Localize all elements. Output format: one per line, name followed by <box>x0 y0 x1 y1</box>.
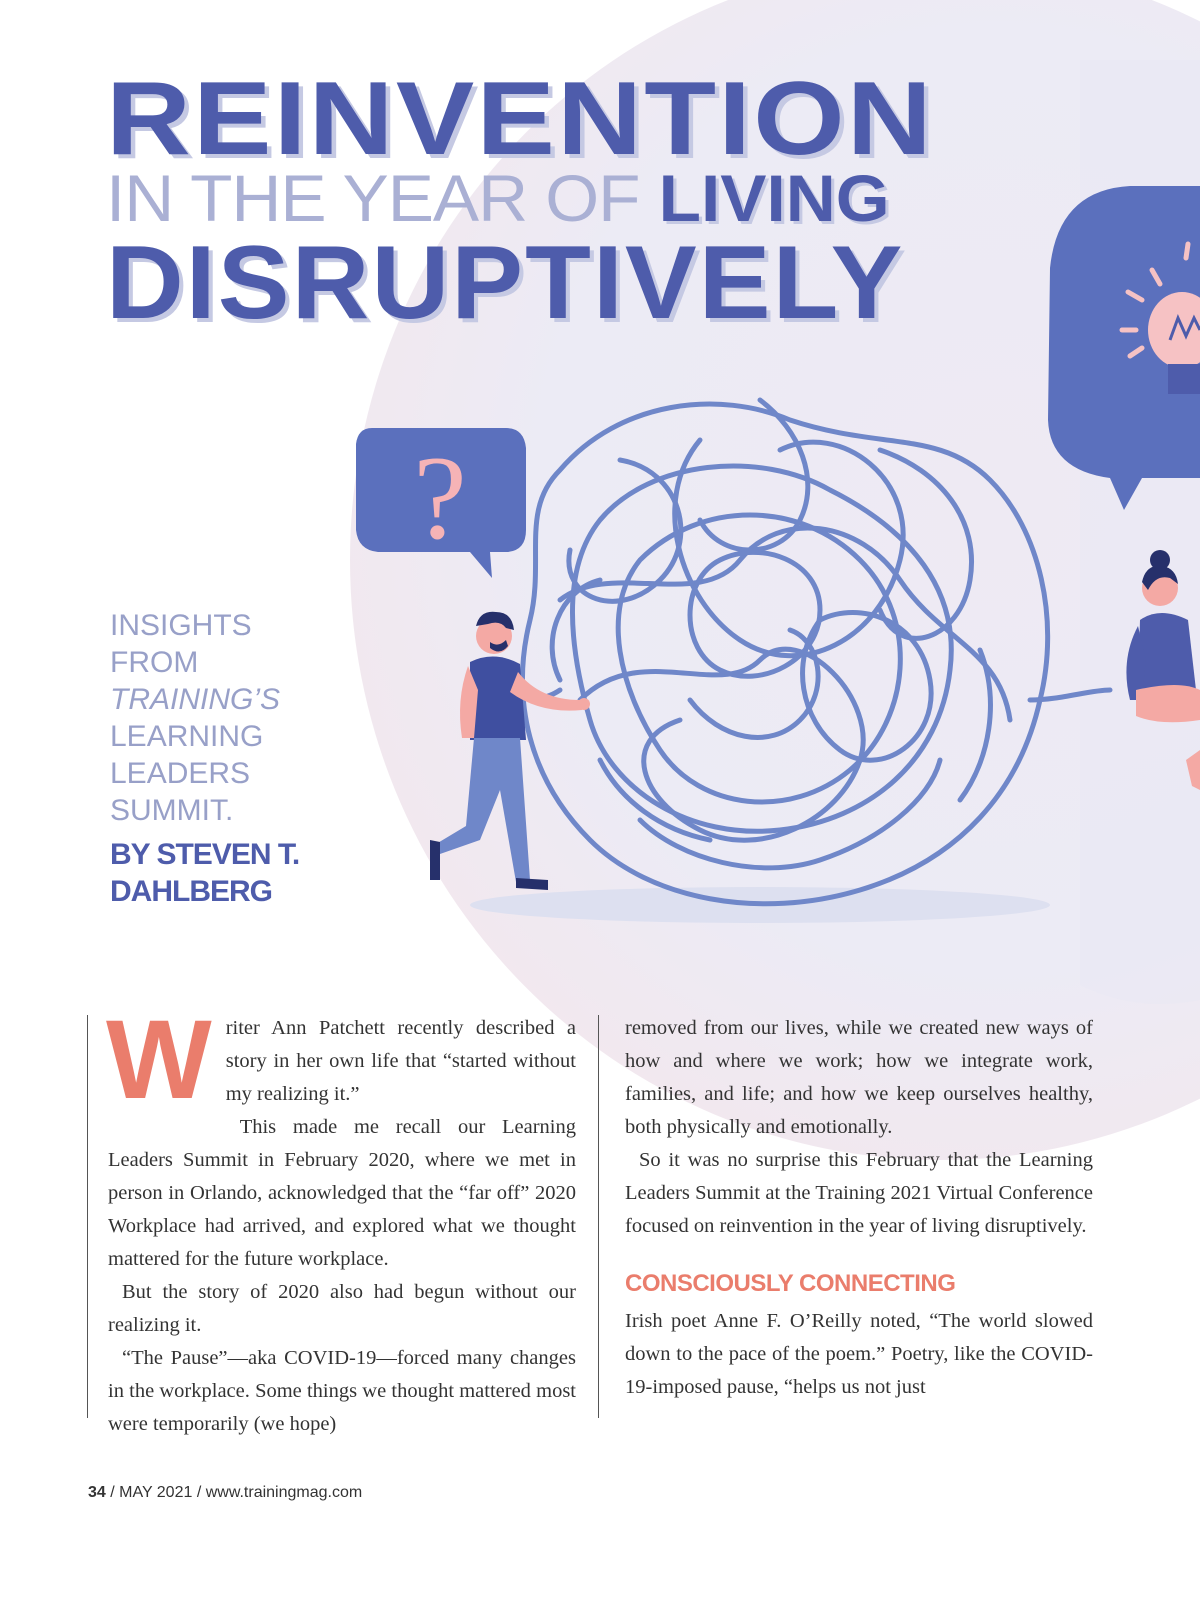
byline-line1: BY STEVEN T. <box>110 838 300 871</box>
footer-issue-url: / MAY 2021 / www.trainingmag.com <box>105 1484 363 1501</box>
deck-line: SUMMIT. <box>110 794 234 827</box>
headline-line2 <box>106 162 890 234</box>
deck-line: LEARNING <box>110 720 264 753</box>
headline-line3: DISRUPTIVELY <box>106 225 905 341</box>
question-mark: ? <box>413 431 467 564</box>
deck-line: LEADERS <box>110 757 251 790</box>
paragraph: So it was no surprise this February that the Learning Leaders Summit at the Training 2021 Virtual Conference focused on reinvention in the year of living disruptively. <box>625 1149 1093 1237</box>
byline <box>110 836 370 910</box>
paragraph: This made me recall our Learning Leaders Summit in February 2020, where we met in person in Orlando, acknowledged that the “far off” 2020 Workplace had arrived, and explored what we thought mattered for the future workplace. <box>108 1116 576 1270</box>
headline-line2-light: IN THE YEAR OF <box>106 161 640 235</box>
column-rule-left <box>87 1015 88 1418</box>
headline-line1: REINVENTION <box>106 61 934 177</box>
body-column-1 <box>106 997 576 1441</box>
paragraph: removed from our lives, while we created new ways of how and where we work; how we integrate work, families, and life; and how we keep ourselves healthy, both physically and emotionally. <box>625 1017 1093 1138</box>
page-number: 34 <box>88 1484 106 1501</box>
drop-cap: W <box>106 997 212 1122</box>
column-rule-center <box>598 1015 599 1418</box>
section-heading: CONSCIOUSLY CONNECTING <box>625 1270 956 1297</box>
deck-line: INSIGHTS <box>110 609 252 642</box>
paragraph: “The Pause”—aka COVID-19—forced many changes in the workplace. Some things we thought mattered most were temporarily (we hope) <box>108 1347 576 1435</box>
paragraph: riter Ann Patchett recently described a story in her own life that “started without my realizing it.” <box>225 1017 576 1105</box>
paragraph: Irish poet Anne F. O’Reilly noted, “The world slowed down to the pace of the poem.” Poetry, like the COVID-19-imposed pause, “helps us not just <box>625 1310 1093 1398</box>
headline-line2-bold: LIVING <box>658 161 890 235</box>
deck-line: FROM <box>110 646 199 679</box>
byline-author: DAHLBERG <box>110 875 272 908</box>
paragraph: But the story of 2020 also had begun without our realizing it. <box>108 1281 576 1336</box>
page-footer <box>88 1484 362 1502</box>
lightbulb-bubble-icon <box>1048 186 1200 510</box>
body-column-2 <box>625 1012 1093 1404</box>
deck <box>110 607 370 829</box>
deck-line-publication: TRAINING’S <box>110 683 281 716</box>
